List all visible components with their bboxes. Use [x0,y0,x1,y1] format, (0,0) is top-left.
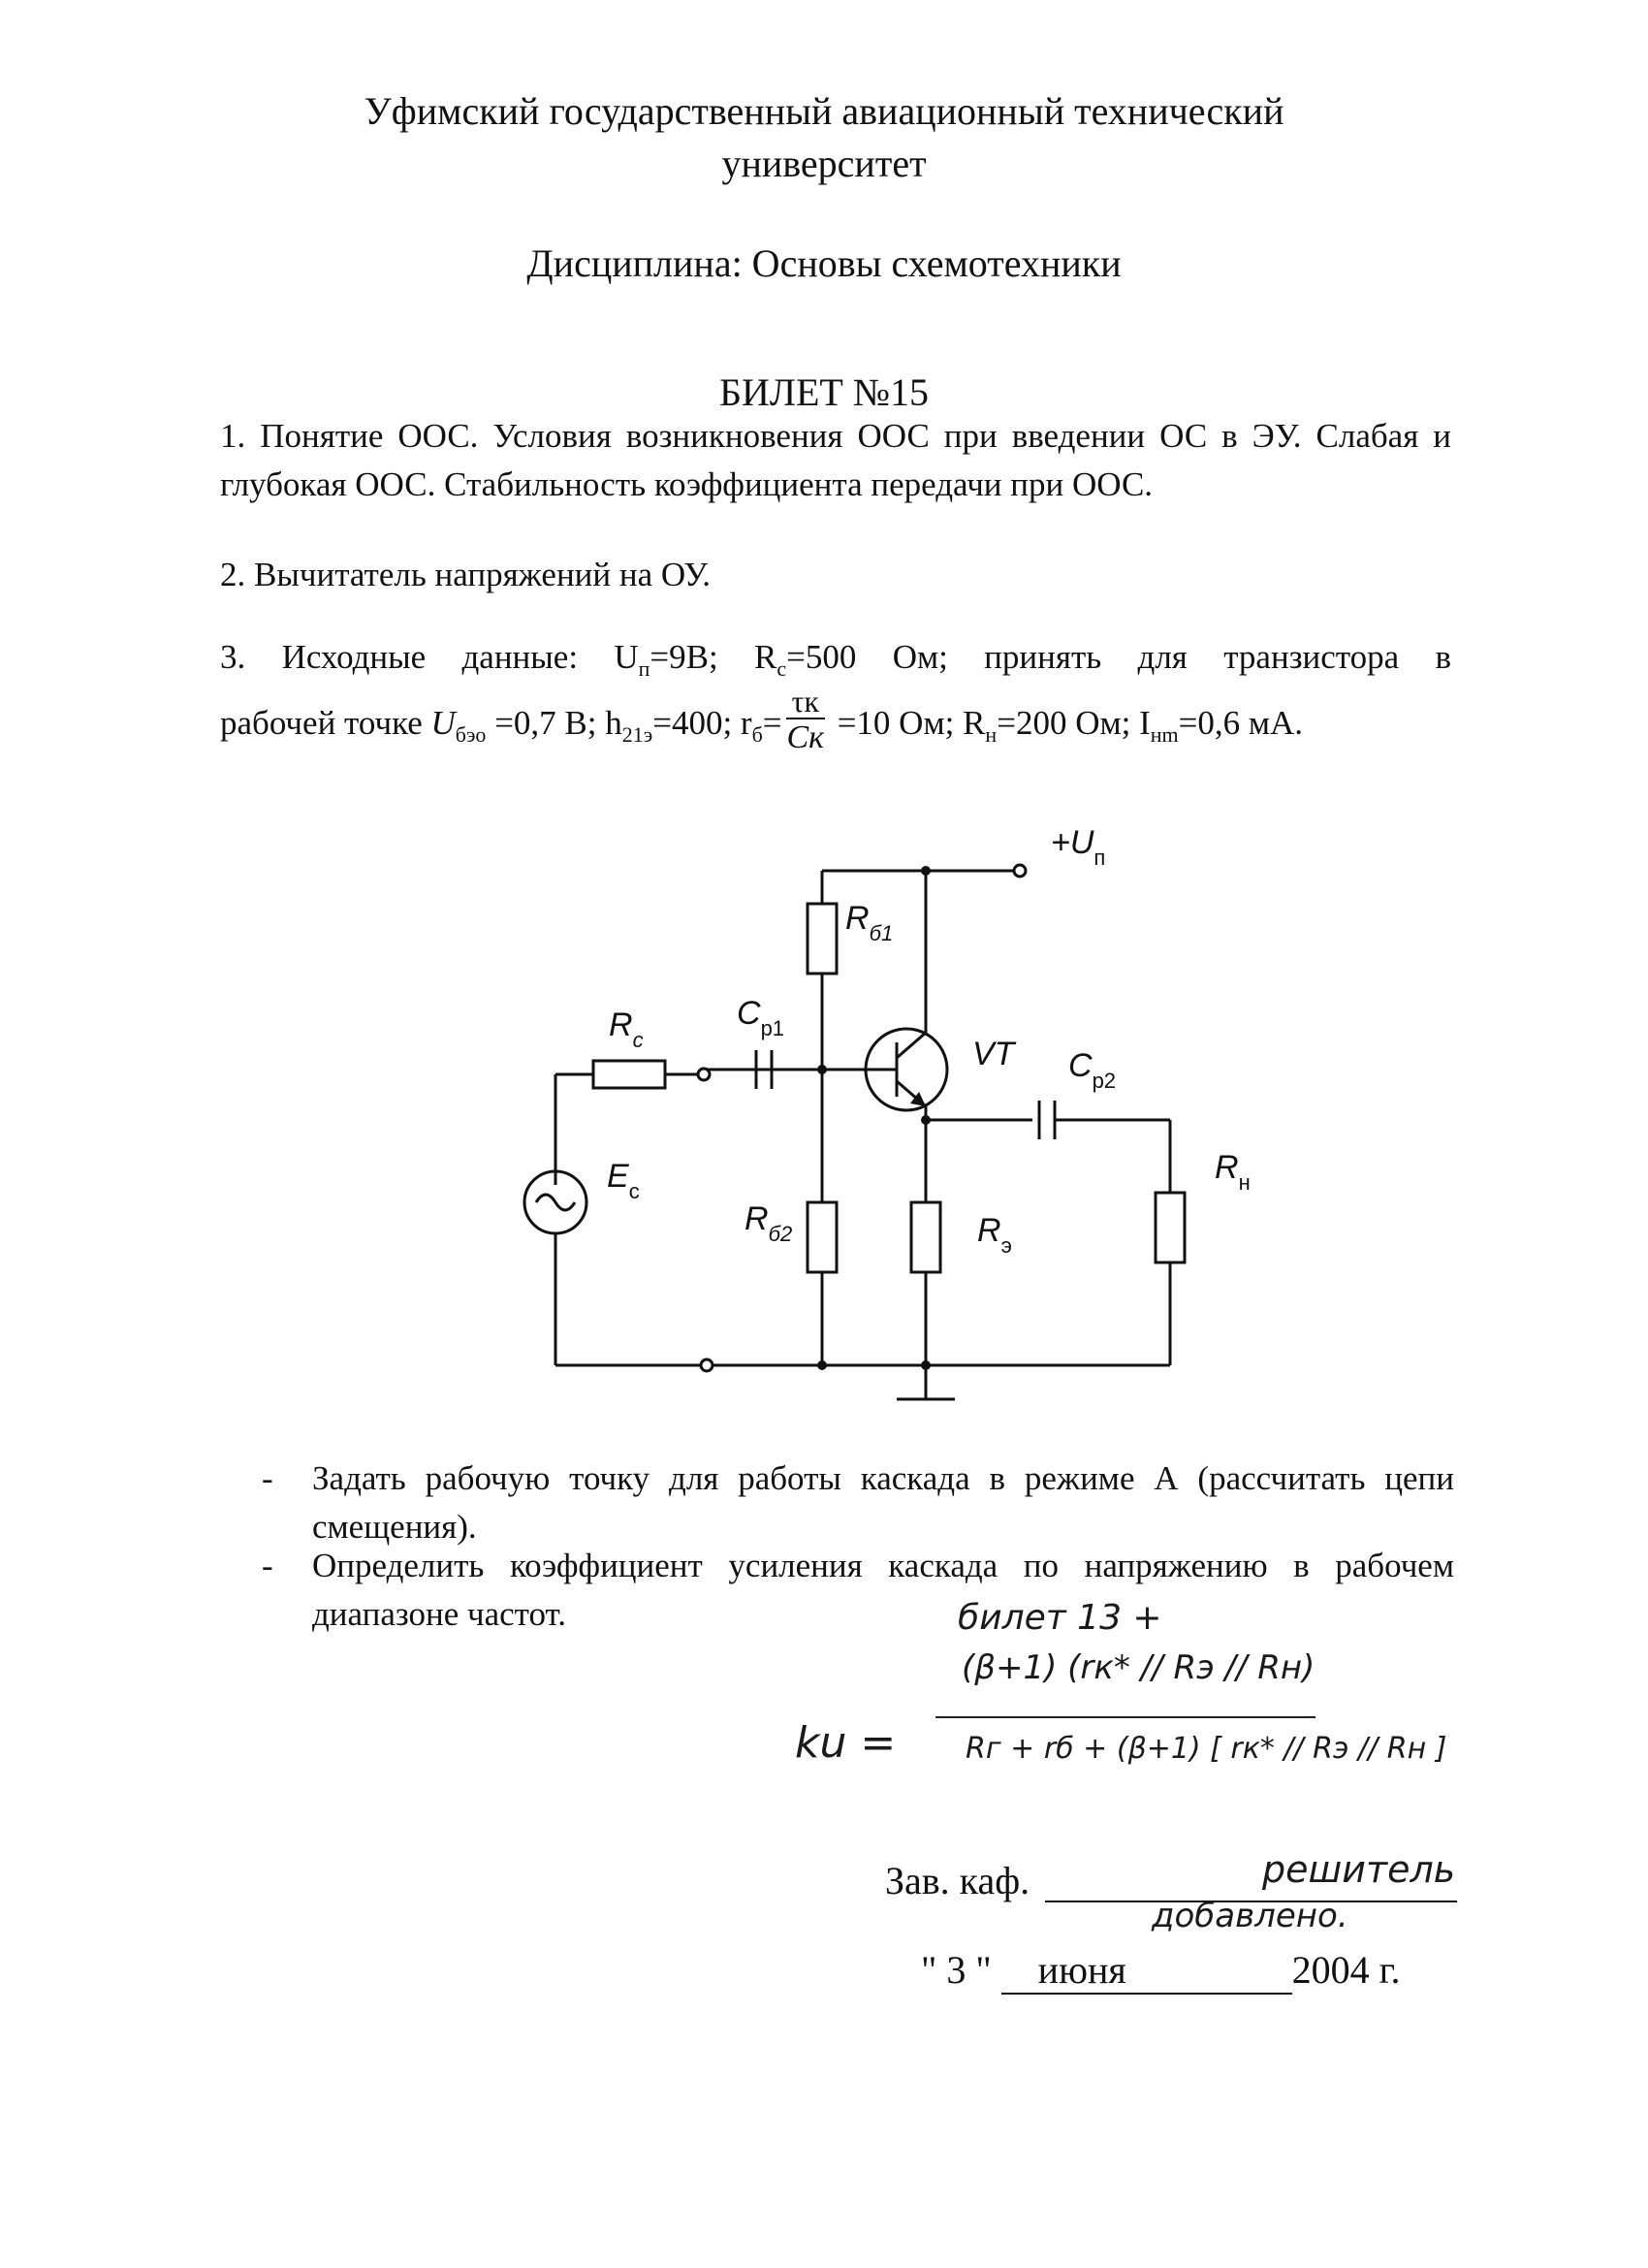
university-name-line1: Уфимский государственный авиационный технический [364,89,1284,133]
bullet-dash: - [262,1547,273,1584]
date-day: " 3 " [921,1948,992,1992]
bullet-dash: - [262,1459,273,1497]
ticket-number: БИЛЕТ №15 [718,370,929,414]
handwritten-signature-1: решитель [1262,1848,1456,1891]
label-ec: $E_c$ [607,1158,640,1203]
question-1: 1. Понятие ООС. Условия возникновения ООС при введении ОС в ЭУ. Слабая и глубокая ООС. Стабильность коэффициента передачи при ООС. [220,417,1451,503]
resistor-rc [593,1061,665,1088]
resistor-re [911,1202,940,1272]
resistor-rn [1156,1193,1185,1262]
date-line [921,1947,1401,1995]
handwritten-signature-2: добавлено. [1152,1897,1348,1935]
question-3-line2: рабочей точке $U_{бэо} =0,7$ В; $h_{21э}=400$; $r_б=$ $\frac{\tau к}{Cк}$ =10 Ом; $R_н=200$ Ом; $I_{нm}=0,6$ мА. [220,684,1304,755]
label-vt: VT [972,1036,1015,1072]
head-of-department-label: Зав. каф. [885,1859,1030,1902]
question-2: 2. Вычитатель напряжений на ОУ. [220,556,712,593]
label-rb2: $R_{б2}$ [745,1200,793,1246]
label-re: $R_э$ [977,1212,1012,1258]
university-name-line2: университет [721,142,927,185]
label-cp1: $C_{p1}$ [737,995,785,1040]
resistor-rb2 [808,1202,837,1272]
formula-fraction-bar [935,1716,1315,1718]
label-rn: $R_н$ [1215,1149,1251,1195]
handwritten-formula-label: ku = [795,1718,897,1768]
handwritten-note: билет 13 + [958,1598,1162,1638]
resistor-rb1 [808,904,837,974]
discipline-title: Дисциплина: Основы схемотехники [526,241,1122,285]
date-year: 2004 г. [1291,1948,1401,1992]
handwritten-formula-denominator: Rг + rб + (β+1) [ rк* // Rэ // Rн ] [966,1732,1447,1766]
question-3-line1: 3. Исходные данные: $U_п=9В$; $R_с=500$ Ом; принять для транзистора в [220,638,1451,681]
handwritten-formula-numerator: (β+1) (rк* // Rэ // Rн) [962,1648,1315,1687]
rb-fraction: $\frac{\tau к}{Cк}$ [786,684,825,755]
task-item-1: - Задать рабочую точку для работы каскада в режиме А (рассчитать цепи смещения). [262,1454,1454,1551]
label-cp2: $C_{p2}$ [1068,1047,1117,1093]
date-month: июня [1037,1948,1126,1992]
label-supply: $+U_п$ [1051,824,1106,870]
task-item-2: - Определить коэффициент усиления каскада по напряжению в рабочем диапазоне частот. [262,1542,1454,1639]
label-rc: $R_c$ [609,1006,644,1052]
label-rb1: $R_{б1}$ [845,900,894,945]
